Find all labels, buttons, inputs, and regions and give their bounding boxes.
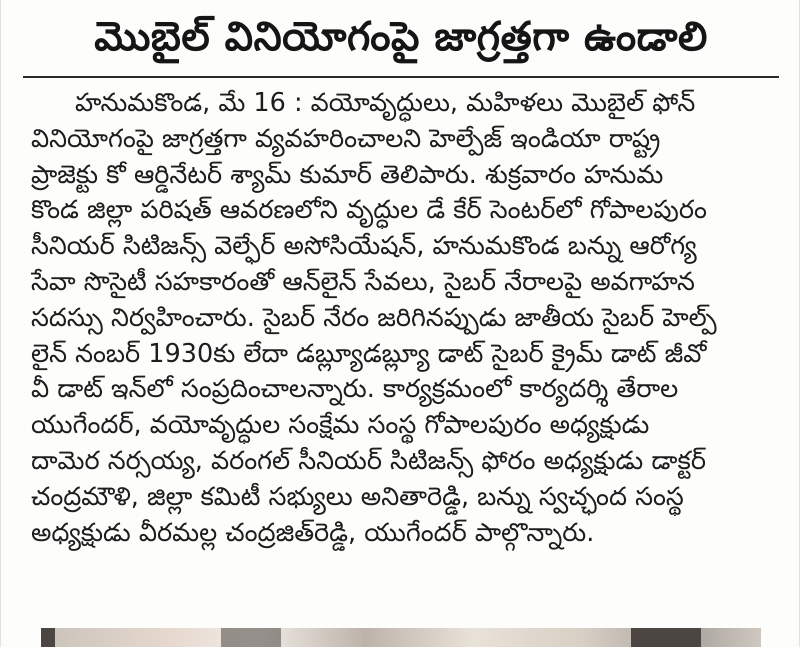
- photo-edge: [41, 628, 761, 647]
- article-line: యుగేందర్, వయోవృద్ధుల సంక్షేమ సంస్థ గోపాలపురం అధ్యక్షుడు: [31, 410, 650, 441]
- photo-dark-region: [41, 628, 55, 647]
- article-line: సదస్సు నిర్వహించారు. సైబర్ నేరం జరిగినప్పుడు జాతీయ సైబర్ హెల్ప్: [31, 302, 717, 333]
- article-line: అధ్యక్షుడు వీరమల్ల చంద్రజిత్‌రెడ్డి, యుగేందర్ పాల్గొన్నారు.: [31, 517, 595, 548]
- article-line: హనుమకొండ, మే 16 : వయోవృద్ధులు, మహిళలు మొబైల్ ఫోన్: [75, 88, 696, 118]
- headline: మొబైల్ వినియోగంపై జాగ్రత్తగా ఉండాలి: [94, 14, 708, 60]
- article-line: వినియోగంపై జాగ్రత్తగా వ్యవహరించాలని హెల్పేజ్ ఇండియా రాష్ట్ర: [31, 123, 661, 154]
- article-line: దామెర నర్సయ్య, వరంగల్ సీనియర్ సిటిజన్స్ ఫోరం అధ్యక్షుడు డాక్టర్: [31, 445, 706, 476]
- article-line: లైన్ నంబర్ 1930కు లేదా డబ్ల్యూడబ్ల్యూ డాట్ సైబర్ క్రైమ్ డాట్ జీవో: [31, 338, 707, 369]
- article-line: కొండ జిల్లా పరిషత్ ఆవరణలోని వృద్ధుల డే కేర్ సెంటర్‌లో గోపాలపురం: [31, 195, 707, 226]
- article-line: చంద్రమౌళి, జిల్లా కమిటీ సభ్యులు అనితారెడ్డి, బన్ను స్వచ్ఛంద సంస్థ: [31, 481, 684, 512]
- article-line: సీనియర్ సిటిజన్స్ వెల్ఫేర్ అసోసియేషన్, హనుమకొండ బన్ను ఆరోగ్య: [31, 231, 697, 262]
- headline-rule: [23, 76, 779, 78]
- photo-dark-region: [221, 628, 281, 647]
- article-line: సేవా సొసైటీ సహకారంతో ఆన్‌లైన్ సేవలు, సైబర్ నేరాలపై అవగాహన: [31, 266, 695, 297]
- article-body: [31, 86, 771, 551]
- article-line: వీ డాట్ ఇన్‌లో సంప్రదించాలన్నారు. కార్యక్రమంలో కార్యదర్శి తేరాల: [31, 374, 679, 405]
- photo-dark-region: [631, 628, 701, 647]
- article-line: ప్రాజెక్టు కో ఆర్డినేటర్ శ్యామ్ కుమార్ తెలిపారు. శుక్రవారం హనుమ: [31, 159, 664, 190]
